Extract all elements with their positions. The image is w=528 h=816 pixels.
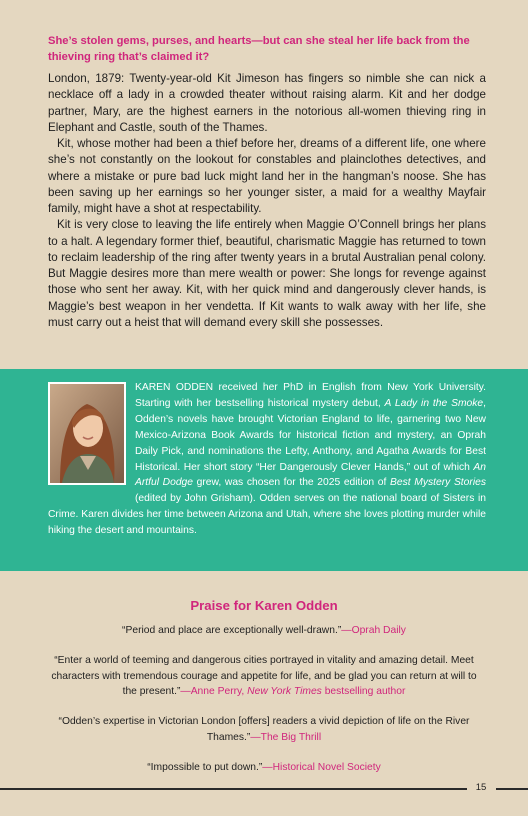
quote-text: “Impossible to put down.” — [147, 761, 263, 773]
author-bio-band — [0, 369, 528, 571]
praise-quote — [40, 714, 488, 746]
praise-quote — [40, 760, 488, 776]
praise-quote — [40, 623, 488, 639]
quote-source-tail: bestselling author — [321, 686, 406, 698]
bio-text-part: (edited by John Grisham). Odden serves on the national board of Sisters in Crime. Karen divides her time between Arizona and Utah, where she loves plotting murder while hiking the desert and mountains. — [48, 493, 486, 537]
quote-source: —The Big Thrill — [250, 731, 322, 743]
description-paragraph-3: Kit is very close to leaving the life entirely when Maggie O’Connell brings her plans to a halt. A legendary former thief, beautiful, charismatic Maggie has returned to town to reclaim leadership of the ring after twenty years in a brutal Australian penal colony. But Maggie desires more than mere wealth or power: She longs for revenge against those who sent her away. Kit, with her quick mind and dangerously clever hands, is Maggie’s best weapon in her vendetta. If Kit wants to walk away with her life, she must carry out a heist that will demand every skill she possesses. — [48, 218, 486, 329]
quote-source-italic: New York Times — [247, 686, 322, 698]
page-number: 15 — [475, 782, 487, 793]
quote-source: —Oprah Daily — [341, 625, 406, 636]
quote-source: —Anne Perry, — [180, 686, 248, 698]
author-bio-text — [48, 380, 486, 539]
quote-source: —Historical Novel Society — [262, 761, 381, 773]
bio-book-title: A Lady in the Smoke — [384, 397, 484, 409]
quote-text: “Enter a world of teeming and dangerous cities portrayed in vitality and amazing detail. Meet characters with tremendous courage and appetite for life, and be glad you can return at will to the present.” — [51, 654, 477, 698]
quote-text: “Odden’s expertise in Victorian London [offers] readers a vivid depiction of life on the River Thames.” — [58, 716, 470, 743]
tagline-headline: She’s stolen gems, purses, and hearts—but can she steal her life back from the thieving ring that’s claimed it? — [48, 35, 470, 63]
bio-book-title: Best Mystery Stories — [390, 477, 486, 489]
bio-book-title: An Artful Dodge — [135, 461, 486, 489]
description-paragraph-2: Kit, whose mother had been a thief before her, dreams of a different life, one where she’s not constantly on the lookout for constables and plainclothes detectives, and where a mistake or pure bad luck might land her in the hangman’s noose. She has been saving up her earnings so her younger sister, a maid for a wealthy Mayfair family, might have a shot at respectability. — [48, 137, 486, 215]
footer-rule-right — [496, 788, 528, 790]
footer-rule-left — [0, 788, 467, 790]
bio-text-part: , Odden’s novels have brought Victorian England to life, garnering two New Mexico-Arizona Book Awards for historical fiction and mystery, an Oprah Daily Pick, and nominations the Lefty, Anthony, and Agatha Awards for Best Historical. Her short story “Her Dangerously Clever Hands,” out of which — [135, 397, 486, 473]
quote-text: “Period and place are exceptionally well-drawn.” — [122, 625, 342, 636]
praise-quote — [40, 653, 488, 700]
page-footer — [0, 780, 528, 796]
description-paragraph-1: London, 1879: Twenty-year-old Kit Jimeson has fingers so nimble she can nick a necklace off a lady in a crowded theater without raising alarm. Kit and her dodge partner, Mary, are the highest earners in the notorious all-women thieving ring in Elephant and Castle, south of the Thames. — [48, 72, 486, 134]
praise-section — [40, 596, 488, 790]
bio-text-part: grew, was chosen for the 2025 edition of — [193, 477, 391, 489]
bio-text-part: KAREN ODDEN received her PhD in English from New York University. Starting with her bestselling historical mystery debut, — [135, 382, 486, 409]
praise-heading: Praise for Karen Odden — [190, 598, 338, 613]
book-description — [48, 33, 486, 331]
